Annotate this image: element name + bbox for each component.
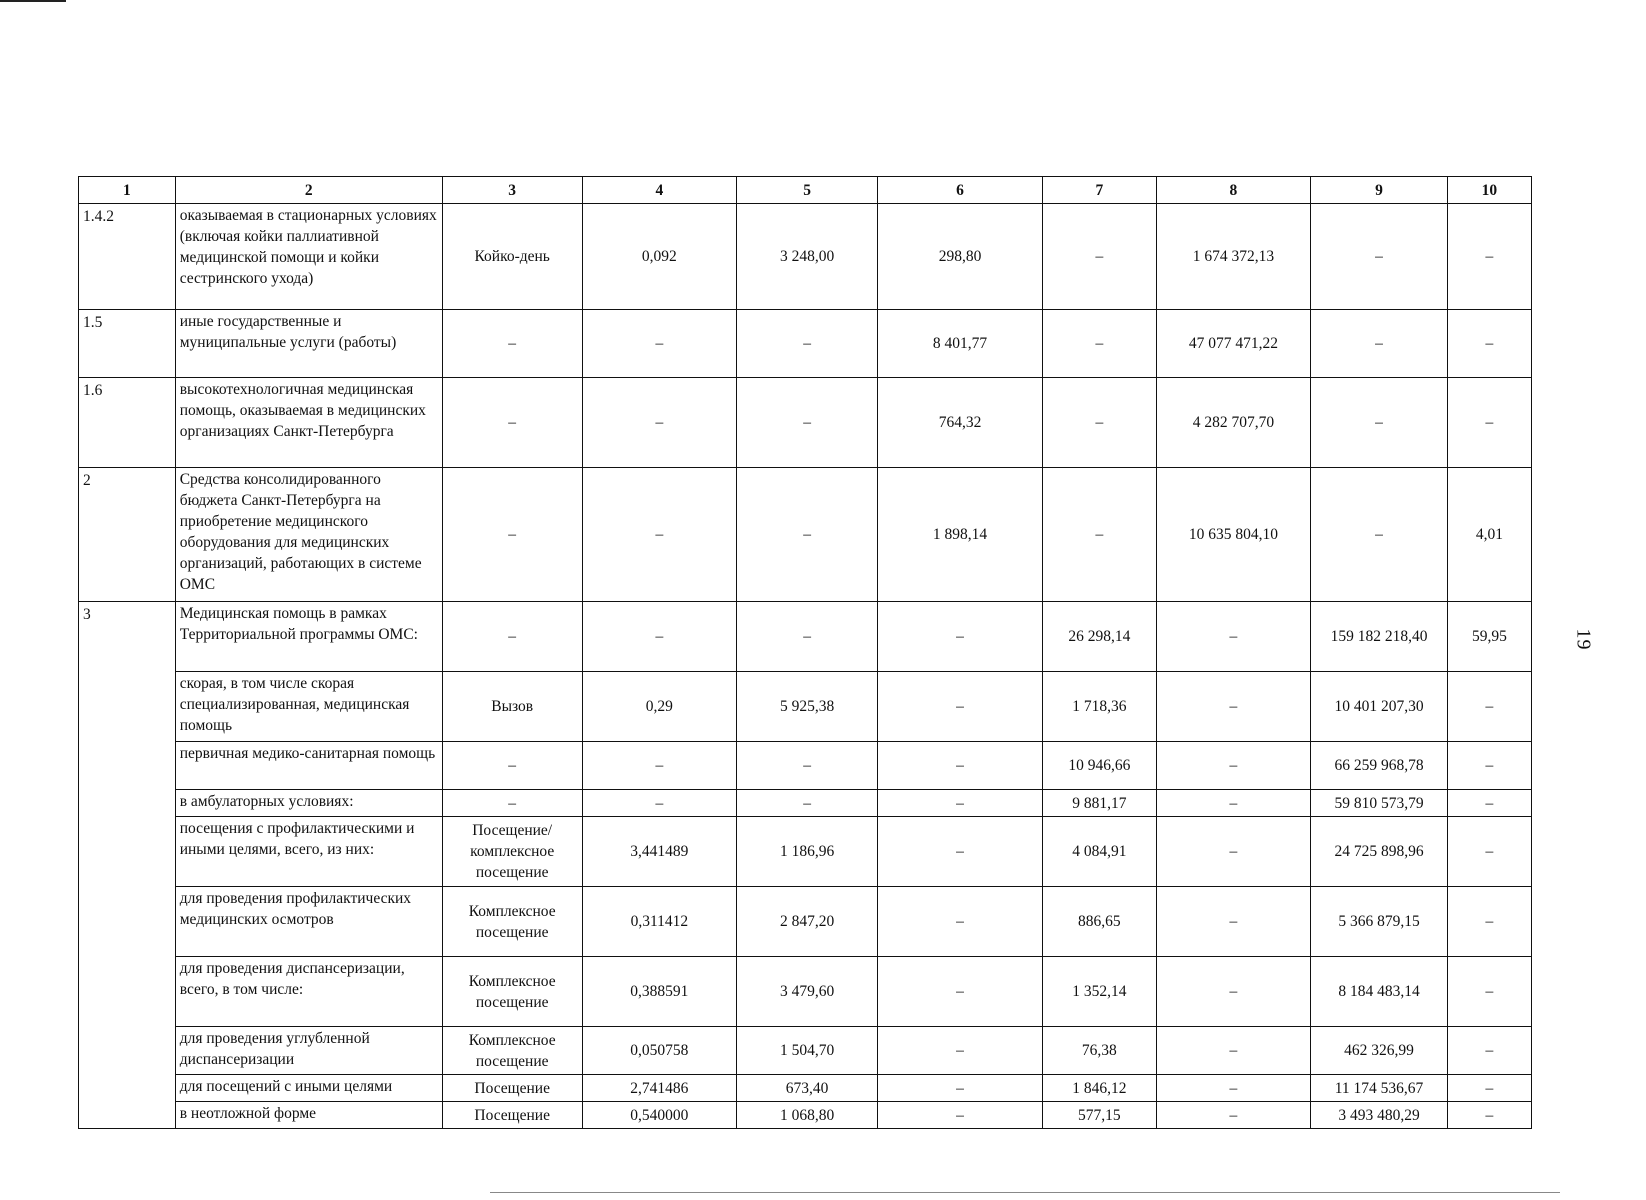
cell-col-7: 9 881,17: [1043, 790, 1157, 817]
table-row: [79, 1075, 1532, 1102]
cell-col-10: 59,95: [1447, 602, 1531, 672]
cell-col-6: 764,32: [878, 378, 1043, 468]
data-table: [78, 176, 1532, 1129]
cell-col-5: 1 068,80: [737, 1102, 878, 1129]
cell-col-6: –: [878, 1027, 1043, 1075]
cell-col-7: –: [1043, 204, 1157, 310]
cell-col-4: 0,388591: [582, 957, 737, 1027]
cell-col-8: –: [1156, 742, 1311, 790]
cell-col-7: 1 718,36: [1043, 672, 1157, 742]
row-name: иные государственные и муниципальные услуги (работы): [175, 310, 442, 378]
table-row: [79, 602, 1532, 672]
cell-col-9: 8 184 483,14: [1311, 957, 1448, 1027]
row-unit: –: [442, 468, 582, 602]
row-code: 1.5: [79, 310, 176, 378]
cell-col-5: 2 847,20: [737, 887, 878, 957]
cell-col-7: 577,15: [1043, 1102, 1157, 1129]
cell-col-10: –: [1447, 310, 1531, 378]
row-name: оказываемая в стационарных условиях (включая койки паллиативной медицинской помощи и койки сестринского ухода): [175, 204, 442, 310]
cell-col-7: 26 298,14: [1043, 602, 1157, 672]
row-name: для проведения профилактических медицинских осмотров: [175, 887, 442, 957]
cell-col-10: –: [1447, 1027, 1531, 1075]
cell-col-7: –: [1043, 378, 1157, 468]
header-col-1: 1: [79, 177, 176, 204]
row-name: Медицинская помощь в рамках Территориальной программы ОМС:: [175, 602, 442, 672]
cell-col-7: 4 084,91: [1043, 817, 1157, 887]
cell-col-8: –: [1156, 1027, 1311, 1075]
table-row: [79, 310, 1532, 378]
row-name: посещения с профилактическими и иными целями, всего, из них:: [175, 817, 442, 887]
cell-col-5: 3 479,60: [737, 957, 878, 1027]
cell-col-4: 0,29: [582, 672, 737, 742]
row-unit: Посещение/ комплексное посещение: [442, 817, 582, 887]
cell-col-8: 47 077 471,22: [1156, 310, 1311, 378]
table-row: [79, 672, 1532, 742]
header-col-4: 4: [582, 177, 737, 204]
cell-col-6: 8 401,77: [878, 310, 1043, 378]
row-name: для проведения диспансеризации, всего, в том числе:: [175, 957, 442, 1027]
cell-col-5: –: [737, 468, 878, 602]
cell-col-4: 3,441489: [582, 817, 737, 887]
row-unit: Койко-день: [442, 204, 582, 310]
cell-col-9: –: [1311, 468, 1448, 602]
scan-corner-mark: [0, 0, 66, 2]
cell-col-8: –: [1156, 887, 1311, 957]
cell-col-8: –: [1156, 602, 1311, 672]
row-name: для посещений с иными целями: [175, 1075, 442, 1102]
cell-col-5: 673,40: [737, 1075, 878, 1102]
cell-col-6: 298,80: [878, 204, 1043, 310]
row-unit: –: [442, 310, 582, 378]
cell-col-10: –: [1447, 1102, 1531, 1129]
header-col-10: 10: [1447, 177, 1531, 204]
header-col-5: 5: [737, 177, 878, 204]
cell-col-10: –: [1447, 1075, 1531, 1102]
cell-col-9: 159 182 218,40: [1311, 602, 1448, 672]
cell-col-8: –: [1156, 1075, 1311, 1102]
cell-col-9: 66 259 968,78: [1311, 742, 1448, 790]
row-unit: Комплексное посещение: [442, 1027, 582, 1075]
cell-col-7: 886,65: [1043, 887, 1157, 957]
table-row: [79, 887, 1532, 957]
cell-col-6: 1 898,14: [878, 468, 1043, 602]
table-row: [79, 957, 1532, 1027]
cell-col-9: –: [1311, 378, 1448, 468]
cell-col-9: 24 725 898,96: [1311, 817, 1448, 887]
cell-col-6: –: [878, 742, 1043, 790]
header-col-9: 9: [1311, 177, 1448, 204]
cell-col-5: –: [737, 742, 878, 790]
cell-col-6: –: [878, 1075, 1043, 1102]
row-code: 1.6: [79, 378, 176, 468]
cell-col-10: –: [1447, 378, 1531, 468]
row-name: в амбулаторных условиях:: [175, 790, 442, 817]
cell-col-4: 0,092: [582, 204, 737, 310]
row-unit: Посещение: [442, 1075, 582, 1102]
cell-col-7: –: [1043, 468, 1157, 602]
row-unit: –: [442, 790, 582, 817]
table-row: [79, 1027, 1532, 1075]
cell-col-4: –: [582, 742, 737, 790]
cell-col-9: 59 810 573,79: [1311, 790, 1448, 817]
header-col-3: 3: [442, 177, 582, 204]
cell-col-4: –: [582, 378, 737, 468]
row-name: высокотехнологичная медицинская помощь, оказываемая в медицинских организациях Санкт-Петербурга: [175, 378, 442, 468]
cell-col-8: 4 282 707,70: [1156, 378, 1311, 468]
cell-col-6: –: [878, 817, 1043, 887]
cell-col-5: 3 248,00: [737, 204, 878, 310]
cell-col-5: –: [737, 602, 878, 672]
cell-col-6: –: [878, 672, 1043, 742]
cell-col-4: 0,540000: [582, 1102, 737, 1129]
cell-col-6: –: [878, 887, 1043, 957]
cell-col-7: 10 946,66: [1043, 742, 1157, 790]
cell-col-5: –: [737, 310, 878, 378]
row-name: в неотложной форме: [175, 1102, 442, 1129]
cell-col-8: –: [1156, 1102, 1311, 1129]
row-unit: Комплексное посещение: [442, 887, 582, 957]
cell-col-8: –: [1156, 672, 1311, 742]
cell-col-10: 4,01: [1447, 468, 1531, 602]
cell-col-10: –: [1447, 887, 1531, 957]
cell-col-4: –: [582, 790, 737, 817]
cell-col-10: –: [1447, 204, 1531, 310]
cell-col-4: 2,741486: [582, 1075, 737, 1102]
cell-col-4: –: [582, 468, 737, 602]
cell-col-6: –: [878, 790, 1043, 817]
row-name: скорая, в том числе скорая специализированная, медицинская помощь: [175, 672, 442, 742]
table-row: [79, 742, 1532, 790]
cell-col-7: 76,38: [1043, 1027, 1157, 1075]
cell-col-4: –: [582, 602, 737, 672]
header-col-7: 7: [1043, 177, 1157, 204]
page-number: 19: [1572, 628, 1595, 651]
cell-col-10: –: [1447, 742, 1531, 790]
row-unit: –: [442, 742, 582, 790]
table-row: [79, 204, 1532, 310]
row-code: 3: [79, 602, 176, 1129]
cell-col-5: 5 925,38: [737, 672, 878, 742]
row-unit: –: [442, 378, 582, 468]
cell-col-6: –: [878, 602, 1043, 672]
cell-col-8: 10 635 804,10: [1156, 468, 1311, 602]
row-code: 1.4.2: [79, 204, 176, 310]
cell-col-10: –: [1447, 790, 1531, 817]
cell-col-7: –: [1043, 310, 1157, 378]
cell-col-10: –: [1447, 672, 1531, 742]
cell-col-4: –: [582, 310, 737, 378]
table-row: [79, 790, 1532, 817]
table-row: [79, 1102, 1532, 1129]
cell-col-5: –: [737, 790, 878, 817]
cell-col-6: –: [878, 957, 1043, 1027]
cell-col-9: 3 493 480,29: [1311, 1102, 1448, 1129]
cell-col-10: –: [1447, 817, 1531, 887]
header-col-8: 8: [1156, 177, 1311, 204]
cell-col-4: 0,311412: [582, 887, 737, 957]
cell-col-9: 462 326,99: [1311, 1027, 1448, 1075]
header-col-6: 6: [878, 177, 1043, 204]
row-name: первичная медико-санитарная помощь: [175, 742, 442, 790]
row-name: Средства консолидированного бюджета Санкт-Петербурга на приобретение медицинского оборудования для медицинских организаций, работающих в системе ОМС: [175, 468, 442, 602]
cell-col-9: 5 366 879,15: [1311, 887, 1448, 957]
cell-col-4: 0,050758: [582, 1027, 737, 1075]
row-name: для проведения углубленной диспансеризации: [175, 1027, 442, 1075]
cell-col-6: –: [878, 1102, 1043, 1129]
cell-col-8: –: [1156, 817, 1311, 887]
cell-col-9: –: [1311, 204, 1448, 310]
row-unit: Посещение: [442, 1102, 582, 1129]
cell-col-5: 1 186,96: [737, 817, 878, 887]
cell-col-8: 1 674 372,13: [1156, 204, 1311, 310]
cell-col-8: –: [1156, 790, 1311, 817]
row-unit: Комплексное посещение: [442, 957, 582, 1027]
cell-col-9: 10 401 207,30: [1311, 672, 1448, 742]
header-row: [79, 177, 1532, 204]
cell-col-5: –: [737, 378, 878, 468]
table-row: [79, 378, 1532, 468]
row-code: 2: [79, 468, 176, 602]
row-unit: –: [442, 602, 582, 672]
cell-col-8: –: [1156, 957, 1311, 1027]
header-col-2: 2: [175, 177, 442, 204]
cell-col-9: 11 174 536,67: [1311, 1075, 1448, 1102]
cell-col-10: –: [1447, 957, 1531, 1027]
table-row: [79, 817, 1532, 887]
cell-col-5: 1 504,70: [737, 1027, 878, 1075]
row-unit: Вызов: [442, 672, 582, 742]
cell-col-7: 1 846,12: [1043, 1075, 1157, 1102]
cell-col-9: –: [1311, 310, 1448, 378]
cell-col-7: 1 352,14: [1043, 957, 1157, 1027]
table-row: [79, 468, 1532, 602]
scan-bottom-line: [490, 1192, 1560, 1193]
